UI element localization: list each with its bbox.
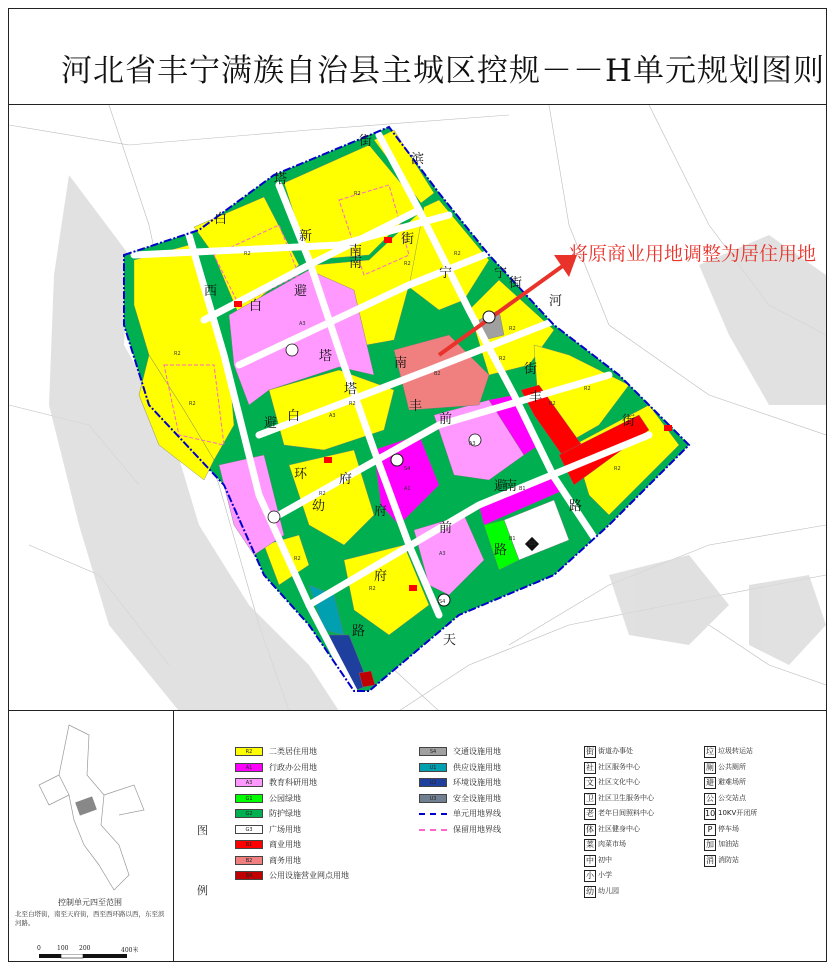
block-code-label: R2 [499,356,506,362]
legend-label: 公交站点 [718,793,746,802]
legend-color-swatch: G3 [235,825,263,834]
legend-label: 公园绿地 [269,793,301,803]
facility-icon: 幼 [586,886,594,896]
legend-color-swatch: A3 [235,778,263,787]
facility-icon: 消 [706,855,714,865]
road-name-label: 宁 [494,266,508,281]
page-title: 河北省丰宁满族自治县主城区控规－－H单元规划图则 [61,53,826,89]
legend-label: 加油站 [718,840,739,848]
road-name-label: 塔 [344,382,358,397]
legend-label: 社区服务中心 [598,762,640,771]
legend-label: 社区健身中心 [598,824,640,833]
legend-label: 小学 [598,871,612,879]
power-station-marker [324,457,332,463]
facility-icon: 小 [586,871,594,880]
legend-label: 商业用地 [269,840,301,849]
legend-label: 单元用地界线 [453,809,501,818]
scale-label: 400米 [121,947,139,954]
legend-label: 街道办事处 [598,747,633,755]
parking-marker [391,454,403,466]
road-name-label: 府 [374,504,388,519]
key-map-outline [29,715,154,895]
key-map [9,711,174,961]
road-name-label: 街 [401,232,415,247]
road-name-label: 路 [569,499,583,514]
block-code-label: A3 [299,321,306,327]
legend-heading: 图例 [197,824,208,897]
legend-label: 肉菜市场 [598,840,626,848]
legend-label: 社区卫生服务中心 [598,793,654,802]
road-name-label: 避 [294,284,308,299]
road-name-label: 塔 [274,172,288,187]
road-name-label: 街 [622,414,636,429]
block-code-label: R2 [404,261,411,267]
road-name-label: 丰 [529,390,543,405]
facility-icon: 垃 [706,747,714,756]
power-station-marker [664,425,672,431]
legend-label: 幼儿园 [598,886,619,895]
parking-marker [483,311,495,323]
legend-label: 社区文化中心 [598,778,640,786]
block-code-label: A3 [439,551,446,557]
legend-label: 老年日间照料中心 [598,809,654,817]
road-name-label: 路 [494,543,508,558]
block-code-label: B1 [509,536,516,542]
legend-label: 消防站 [718,855,739,864]
block-code-label: R2 [174,351,181,357]
unit-location-marker [75,796,97,815]
legend-label: 商务用地 [269,855,301,865]
road-name-label: 西 [204,284,218,299]
legend-label: 环境设施用地 [453,778,501,787]
road-name-label: 天 [443,633,457,648]
title-bar [9,9,826,105]
facility-icon: 中 [586,855,594,865]
block-code-label: R2 [244,251,251,257]
legend-label: 安全设施用地 [453,793,501,803]
legend-label: 避难场所 [718,778,746,786]
block-code-label: S4 [439,599,446,605]
facility-icon: 街 [586,747,594,756]
legend-label: 广场用地 [269,824,301,834]
legend-label: 垃圾转运站 [718,747,753,755]
facility-icon: 加 [706,840,714,849]
block-code-label: R2 [349,401,356,407]
block-code-label: S4 [404,466,411,472]
legend-label: 教育科研用地 [269,778,317,787]
block-code-label: R2 [509,326,516,332]
road-name-label: 南 [349,256,363,271]
key-map-description: 北至白塔街，南至天府街，西至西环路以西，东至滨河路。 [15,910,165,927]
legend-label: 公用设施营业网点用地 [269,871,349,880]
block-code-label: R2 [614,466,621,472]
road-name-label: 白 [287,409,301,424]
road-name-label: 府 [374,569,388,584]
scale-label: 0 [37,945,41,952]
road-name-label: 南 [349,244,363,259]
legend-color-swatch: B2 [235,856,263,865]
road-name-label: 避 [264,416,278,431]
road-name-label: 幼 [312,499,326,514]
legend-label: 行政办公用地 [269,762,317,772]
legend-label: 10KV开闭所 [718,809,758,817]
road-name-label: 避 [494,479,508,494]
legend-label: 防护绿地 [269,809,301,818]
legend-label: 二类居住用地 [269,747,317,756]
legend-area [9,711,826,961]
road-name-label: 南 [394,356,408,371]
legend-color-swatch: G1 [235,794,263,803]
legend-label: 供应设施用地 [453,762,501,772]
road-name-label: 环 [294,467,308,482]
school-marker [268,511,280,523]
adjustment-annotation: 将原商业用地调整为居住用地 [569,243,817,265]
road-name-label: 塔 [319,349,333,364]
key-map-title: 控制单元四至范围 [58,898,122,907]
road-name-label: 丰 [409,399,423,414]
road-name-label: 白 [214,212,228,227]
facility-icon: 社 [586,762,594,772]
facility-icon: 公 [706,793,714,803]
legend-color-swatch: B4 [235,871,263,880]
legend-label: 交通设施用地 [453,747,501,756]
legend-label: 停车场 [718,824,739,833]
block-code-label: R2 [584,386,591,392]
block-code-label: B2 [434,371,441,377]
road-name-label: 前 [439,521,453,536]
legend-color-swatch: U3 [419,794,447,803]
facility-icon: 体 [586,824,594,834]
scale-label: 200 [79,945,91,952]
facility-icon: P [704,824,716,836]
legend-label: 公共厕所 [718,762,746,771]
road-name-label: 府 [339,472,353,487]
legend-color-swatch: G2 [235,809,263,818]
legend-color-swatch: S4 [419,747,447,756]
legend-color-swatch: U2 [419,778,447,787]
road-name-label: 街 [524,362,538,377]
legend-color-swatch: A1 [235,763,263,772]
facility-icon: 避 [706,778,714,787]
facility-icon: 老 [586,809,594,818]
block-code-label: A3 [469,441,476,447]
facility-icon: 菜 [586,840,594,849]
power-station-marker [384,237,392,243]
road-name-label: 街 [359,134,373,149]
block-code-label: R2 [549,401,556,407]
block-code-label: A3 [329,413,336,419]
block-code-label: A1 [404,486,411,492]
block-code-label: R2 [189,401,196,407]
road-name-label: 街 [509,276,523,291]
block-code-label: B1 [519,486,526,492]
block-code-label: R2 [369,586,376,592]
legend-color-swatch: U1 [419,763,447,772]
scale-bar [39,945,149,959]
plan-map[interactable] [9,105,826,711]
legend-color-swatch: R2 [235,747,263,756]
road-name-label: 宁 [439,266,453,281]
block-code-label: R2 [454,251,461,257]
school-marker [286,344,298,356]
power-station-marker [409,585,417,591]
power-station-marker [234,301,242,307]
facility-icon: 卫 [586,793,594,803]
block-code-label: R2 [319,491,326,497]
facility-icon: 10 [705,809,716,818]
legend-line-swatch [419,813,447,815]
legend-line-swatch [419,829,447,831]
road-name-label: 河 [549,294,563,309]
block-code-label: G1 [529,541,537,547]
legend-label: 保留用地界线 [453,824,501,834]
scale-label: 100 [57,945,69,952]
road-name-label: 新 [299,229,313,244]
road-name-label: 南 [504,479,518,494]
road-name-label: 前 [439,412,453,427]
facility-icon: 厕 [706,762,714,772]
road-name-label: 白 [249,299,263,314]
legend-label: 初中 [598,855,612,864]
road-name-label: 滨 [411,152,425,167]
block-code-label: R2 [294,556,301,562]
drawing-frame [8,8,827,962]
facility-icon: 文 [586,778,594,787]
road-name-label: 路 [352,624,366,639]
block-code-label: R2 [354,191,361,197]
map-area[interactable] [9,105,826,711]
legend-color-swatch: B1 [235,840,263,849]
